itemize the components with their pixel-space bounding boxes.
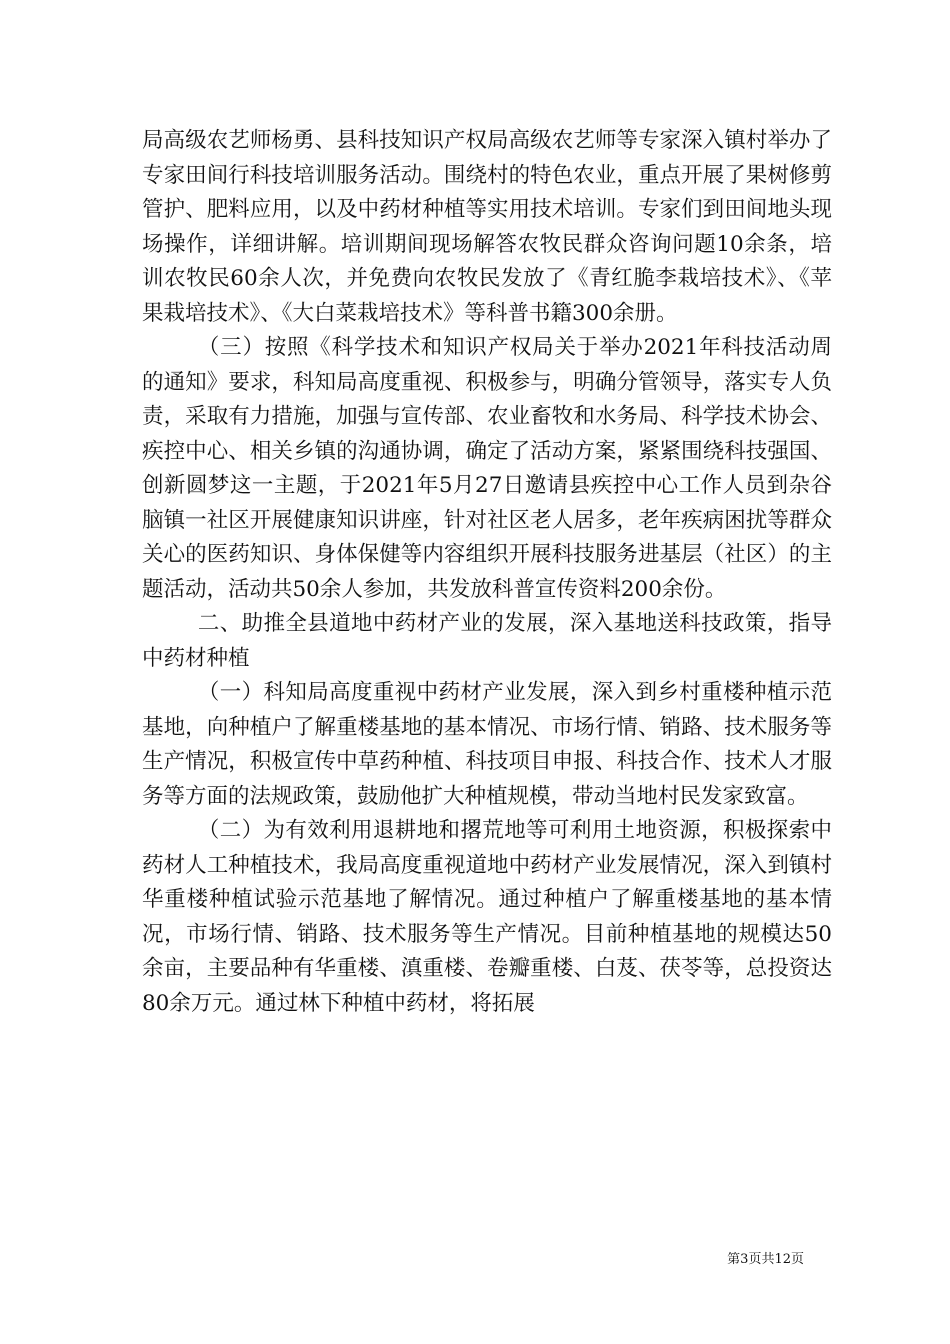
document-body	[142, 124, 832, 1021]
section-heading-two: 二、助推全县道地中药材产业的发展，深入基地送科技政策，指导中药材种植	[142, 611, 832, 671]
paragraph-science-week: （三）按照《科学技术和知识产权局关于举办2021年科技活动周的通知》要求，科知局高度重视、积极参与，明确分管领导，落实专人负责，采取有力措施，加强与宣传部、农业畜牧和水务局、科学技术协会、疾控中心、相关乡镇的沟通协调，确定了活动方案，紧紧围绕科技强国、创新圆梦这一主题，于2021年5月27日邀请县疾控中心工作人员到杂谷脑镇一社区开展健康知识讲座，针对社区老人居多，老年疾病困扰等群众关心的医药知识、身体保健等内容组织开展科技服务进基层（社区）的主题活动，活动共50余人参加，共发放科普宣传资料200余份。	[142, 335, 832, 602]
page-number-footer: 第3页共12页	[727, 1252, 804, 1267]
paragraph-subsection-one: （一）科知局高度重视中药材产业发展，深入到乡村重楼种植示范基地，向种植户了解重楼基地的基本情况、市场行情、销路、技术服务等生产情况，积极宣传中草药种植、科技项目申报、科技合作、技术人才服务等方面的法规政策，鼓励他扩大种植规模，带动当地村民发家致富。	[142, 680, 832, 809]
paragraph-subsection-two: （二）为有效利用退耕地和撂荒地等可利用土地资源，积极探索中药材人工种植技术，我局高度重视道地中药材产业发展情况，深入到镇村华重楼种植试验示范基地了解情况。通过种植户了解重楼基地的基本情况，市场行情、销路、技术服务等生产情况。目前种植基地的规模达50余亩，主要品种有华重楼、滇重楼、卷瓣重楼、白芨、茯苓等，总投资达80余万元。通过林下种植中药材，将拓展	[142, 818, 832, 1016]
paragraph-continuation: 局高级农艺师杨勇、县科技知识产权局高级农艺师等专家深入镇村举办了专家田间行科技培训服务活动。围绕村的特色农业，重点开展了果树修剪管护、肥料应用，以及中药材种植等实用技术培训。专家们到田间地头现场操作，详细讲解。培训期间现场解答农牧民群众咨询问题10余条，培训农牧民60余人次，并免费向农牧民发放了《青红脆李栽培技术》、《苹果栽培技术》、《大白菜栽培技术》等科普书籍300余册。	[142, 128, 832, 326]
